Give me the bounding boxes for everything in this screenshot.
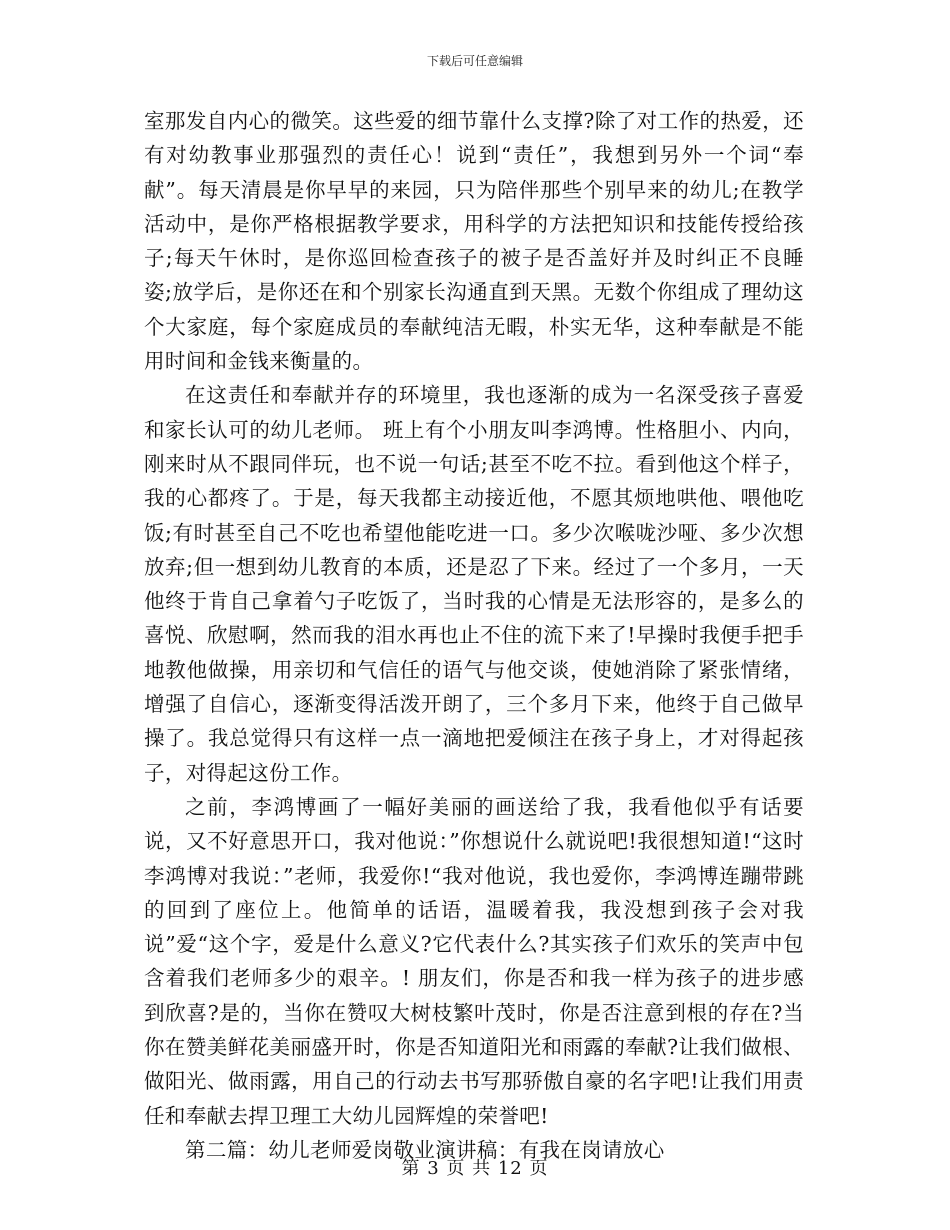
page-number: 第 3 页 共 12 页: [401, 1158, 549, 1179]
document-body: [144, 104, 804, 1167]
page-header-note: 下载后可任意编辑: [426, 54, 523, 68]
paragraph-continuation: 室那发自内心的微笑。这些爱的细节靠什么支撑?除了对工作的热爱，还有对幼教事业那强烈的责任心！说到“责任”，我想到另外一个词“奉献”。每天清晨是你早早的来园，只为陪伴那些个别早来的幼儿;在教学活动中，是你严格根据教学要求，用科学的方法把知识和技能传授给孩子;每天午休时，是你巡回检查孩子的被子是否盖好并及时纠正不良睡姿;放学后，是你还在和个别家长沟通直到天黑。无数个你组成了理幼这个大家庭，每个家庭成员的奉献纯洁无暇，朴实无华，这种奉献是不能用时间和金钱来衡量的。: [144, 109, 804, 374]
section-heading: 第二篇：幼儿老师爱岗敬业演讲稿：有我在岗请放心: [185, 1137, 665, 1162]
paragraph: 之前，李鸿博画了一幅好美丽的画送给了我，我看他似乎有话要说，又不好意思开口，我对他说：”你想说什么就说吧!我很想知道!“这时李鸿博对我说：”老师，我爱你!“我对他说，我也爱你，李鸿博连蹦带跳的回到了座位上。他简单的话语，温暖着我，我没想到孩子会对我说”爱“这个字，爱是什么意义?它代表什么?其实孩子们欢乐的笑声中包含着我们老师多少的艰辛。! 朋友们，你是否和我一样为孩子的进步感到欣喜?是的，当你在赞叹大树枝繁叶茂时，你是否注意到根的存在?当你在赞美鲜花美丽盛开时，你是否知道阳光和雨露的奉献?让我们做根、做阳光、做雨露，用自己的行动去书写那骄傲自豪的名字吧!让我们用责任和奉献去捍卫理工大幼儿园辉煌的荣誉吧!: [144, 794, 804, 1128]
paragraph: 在这责任和奉献并存的环境里，我也逐渐的成为一名深受孩子喜爱和家长认可的幼儿老师。 班上有个小朋友叫李鸿博。性格胆小、内向，刚来时从不跟同伴玩，也不说一句话;甚至不吃不拉。看到他这个样子，我的心都疼了。于是，每天我都主动接近他，不愿其烦地哄他、喂他吃饭;有时甚至自己不吃也希望他能吃进一口。多少次喉咙沙哑、多少次想放弃;但一想到幼儿教育的本质，还是忍了下来。经过了一个多月，一天他终于肯自己拿着勺子吃饭了，当时我的心情是无法形容的，是多么的喜悦、欣慰啊，然而我的泪水再也止不住的流下来了!早操时我便手把手地教他做操，用亲切和气信任的语气与他交谈，使她消除了紧张情绪，增强了自信心，逐渐变得活泼开朗了，三个多月下来，他终于自己做早操了。我总觉得只有这样一点一滴地把爱倾注在孩子身上，才对得起孩子，对得起这份工作。: [144, 383, 804, 785]
